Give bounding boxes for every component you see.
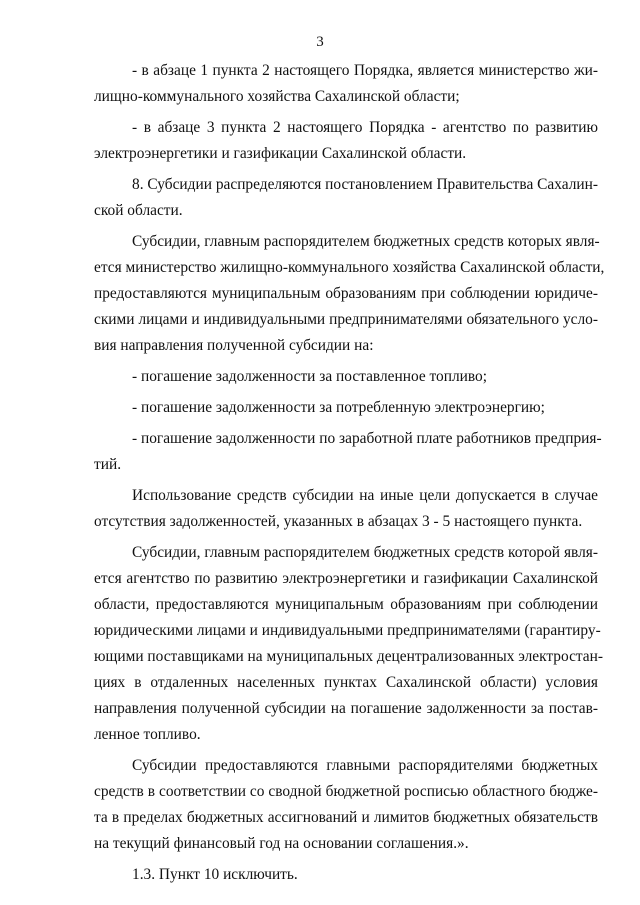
text-line: направления полученной субсидии на погашение задолженности за постав- (94, 700, 598, 717)
text-line: ется агентство по развитию электроэнергетики и газификации Сахалинской (94, 570, 598, 587)
text-line: тий. (94, 456, 122, 473)
text-line: - погашение задолженности за поставленное топливо; (132, 368, 488, 385)
paragraph (94, 58, 598, 110)
text-line: - погашение задолженности по заработной плате работников предприя- (132, 430, 602, 447)
text-line: ющими поставщиками на муниципальных децентрализованных электростан- (94, 648, 604, 665)
text-line: ленное топливо. (94, 726, 201, 743)
text-line: ется министерство жилищно-коммунального хозяйства Сахалинской области, (94, 259, 605, 276)
text-line: - погашение задолженности за потребленную электроэнергию; (132, 399, 545, 416)
text-line: области, предоставляются муниципальным образованиям при соблюдении (94, 596, 598, 613)
text-line: электроэнергетики и газификации Сахалинской области. (94, 145, 467, 162)
text-line: 1.3. Пункт 10 исключить. (132, 866, 298, 883)
page-number: 3 (316, 34, 324, 50)
text-line: скими лицами и индивидуальными предпринимателями обязательного усло- (94, 311, 598, 328)
paragraph (94, 862, 598, 888)
text-line: Использование средств субсидии на иные цели допускается в случае (132, 487, 598, 504)
text-line: вия направления полученной субсидии на: (94, 337, 374, 354)
text-line: юридическими лицами и индивидуальными предпринимателями (гарантиру- (94, 622, 601, 639)
text-line: лищно-коммунального хозяйства Сахалинской области; (94, 88, 460, 105)
text-line: циях в отдаленных населенных пунктах Сахалинской области) условия (94, 674, 598, 691)
document-body (94, 58, 605, 888)
paragraph (94, 753, 598, 857)
paragraph (94, 483, 598, 535)
text-line: 8. Субсидии распределяются постановлением Правительства Сахалин- (132, 176, 598, 193)
paragraph (94, 540, 604, 748)
paragraph (94, 115, 598, 167)
text-line: предоставляются муниципальным образованиям при соблюдении юридиче- (94, 285, 598, 302)
text-line: средств в соответствии со сводной бюджетной росписью областного бюдже- (94, 783, 598, 800)
text-line: Субсидии, главным распорядителем бюджетных средств которой явля- (132, 544, 598, 561)
text-line: Субсидии предоставляются главными распорядителями бюджетных (132, 757, 598, 774)
paragraph (94, 426, 602, 478)
text-line: Субсидии, главным распорядителем бюджетных средств которых явля- (132, 233, 600, 250)
text-line: ской области. (94, 202, 183, 219)
paragraph (94, 172, 598, 224)
paragraph (94, 364, 598, 390)
paragraph (94, 395, 598, 421)
text-line: на текущий финансовый год на основании соглашения.». (94, 835, 469, 852)
paragraph (94, 229, 605, 359)
text-line: та в пределах бюджетных ассигнований и лимитов бюджетных обязательств (94, 809, 598, 826)
text-line: - в абзаце 1 пункта 2 настоящего Порядка, является министерство жи- (132, 62, 598, 79)
text-line: - в абзаце 3 пункта 2 настоящего Порядка - агентство по развитию (132, 119, 598, 136)
text-line: отсутствия задолженностей, указанных в абзацах 3 - 5 настоящего пункта. (94, 513, 583, 530)
